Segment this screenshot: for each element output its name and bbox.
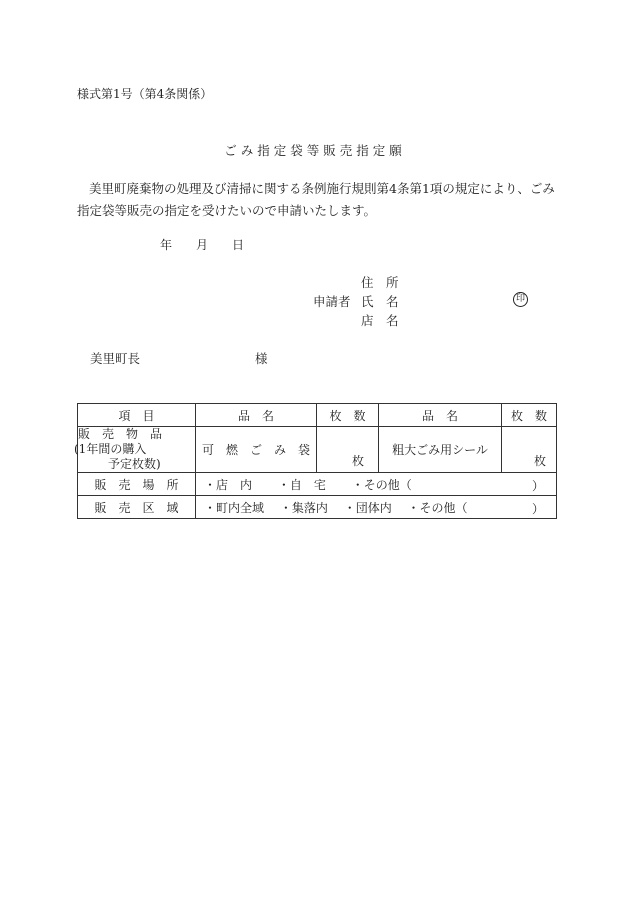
header-product-1: 品 名 xyxy=(196,404,317,427)
quantity-1-input[interactable]: 枚 xyxy=(317,427,379,473)
table-header-row xyxy=(78,404,557,427)
application-body-text: 美里町廃棄物の処理及び清掃に関する条例施行規則第4条第1項の規定により、ごみ指定袋等販売の指定を受けたいので申請いたします。 xyxy=(77,181,555,218)
address-label: 住 所 xyxy=(361,275,399,290)
goods-row xyxy=(78,427,557,473)
header-quantity-1: 枚 数 xyxy=(317,404,379,427)
date-year-label: 年 xyxy=(160,238,173,252)
location-option-other[interactable]: ・その他（ xyxy=(351,477,412,492)
product-oversize-sticker: 粗大ごみ用シール xyxy=(379,427,502,473)
location-option-store[interactable]: ・店 内 xyxy=(204,477,253,492)
seal-mark: 印 xyxy=(513,292,528,307)
area-other-close: ） xyxy=(531,502,544,516)
document-title: ごみ指定袋等販売指定願 xyxy=(224,143,406,158)
goods-label-line-2: (1年間の購入 xyxy=(74,442,147,456)
addressee-honorific: 様 xyxy=(255,351,268,366)
addressee-name: 美里町長 xyxy=(90,351,141,366)
header-product-2: 品 名 xyxy=(379,404,502,427)
form-number: 様式第1号（第4条関係） xyxy=(77,87,213,101)
header-quantity-2: 枚 数 xyxy=(502,404,557,427)
name-label: 氏 名 xyxy=(361,294,399,309)
area-row xyxy=(78,496,557,519)
quantity-2-input[interactable]: 枚 xyxy=(502,427,557,473)
date-day-label: 日 xyxy=(232,238,245,252)
goods-label-line-1: 販 売 物 品 xyxy=(78,427,163,441)
area-label: 販 売 区 域 xyxy=(78,496,196,519)
area-option-other[interactable]: ・その他（ xyxy=(407,500,468,515)
location-label: 販 売 場 所 xyxy=(78,473,196,496)
product-burnable-bag: 可 燃 ご み 袋 xyxy=(196,427,317,473)
location-option-home[interactable]: ・自 宅 xyxy=(277,477,326,492)
goods-label xyxy=(74,427,196,473)
area-option-group[interactable]: ・団体内 xyxy=(343,500,392,515)
area-options xyxy=(196,496,557,519)
date-month-label: 月 xyxy=(196,238,209,252)
applicant-label: 申請者 xyxy=(313,294,351,309)
header-item: 項 目 xyxy=(78,404,196,427)
shop-name-label: 店 名 xyxy=(361,313,399,328)
location-row xyxy=(78,473,557,496)
location-other-close: ） xyxy=(531,479,544,493)
location-options xyxy=(196,473,557,496)
goods-label-line-3: 予定枚数) xyxy=(108,457,161,471)
area-option-whole-town[interactable]: ・町内全域 xyxy=(204,500,265,515)
sales-designation-table xyxy=(74,403,557,519)
area-option-village[interactable]: ・集落内 xyxy=(279,500,328,515)
